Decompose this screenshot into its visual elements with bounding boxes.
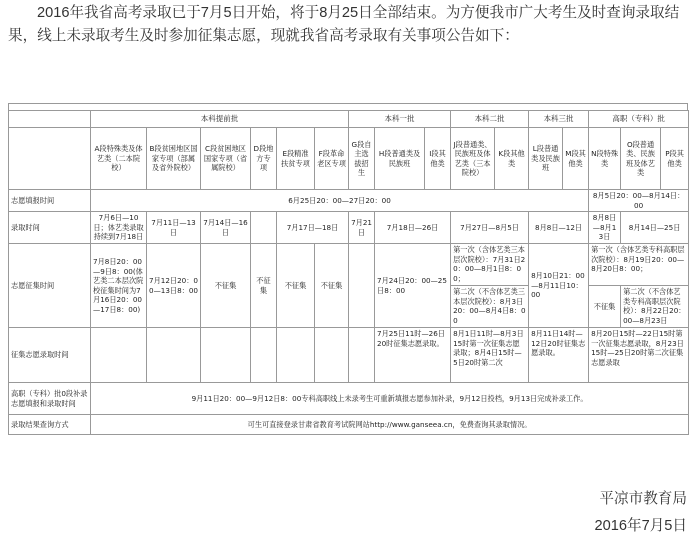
section-c: C段贫困地区国家专项（省属院校） — [201, 128, 251, 190]
supplement-text: 9月11日20：00—9月12日8：00专科高职线上未录考生可重新填报志愿参加补录，9月12日投档，9月13日完成补录工作。 — [91, 383, 689, 415]
ca-d — [251, 328, 277, 383]
collect-f: 不征集 — [315, 244, 349, 328]
ca-f — [315, 328, 349, 383]
admit-lm: 8月8日—12日 — [529, 212, 589, 244]
row-label-admit: 录取时间 — [9, 212, 91, 244]
group-tiqian: 本科提前批 — [91, 111, 349, 128]
group-gaozhi: 高职（专科）批 — [589, 111, 689, 128]
group-erben: 本科二批 — [451, 111, 529, 128]
footer-org: 平凉市教育局 — [599, 491, 687, 507]
section-b: B段贫困地区国家专项（部属及省外院校） — [147, 128, 201, 190]
admit-hi: 7月18日—26日 — [375, 212, 451, 244]
empty-label-cell — [9, 128, 91, 190]
admit-g: 7月21日 — [349, 212, 375, 244]
section-e: E段精准扶贫专项 — [277, 128, 315, 190]
row-label-supplement: 高职（专科）批0段补录志愿填报和录取时间 — [9, 383, 91, 415]
group-yiben: 本科一批 — [349, 111, 451, 128]
ca-e — [277, 328, 315, 383]
admit-b: 7月11日—13日 — [147, 212, 201, 244]
admit-n: 8月8日—8月13日 — [589, 212, 621, 244]
section-i: I段其他类 — [425, 128, 451, 190]
section-d: D段地方专项 — [251, 128, 277, 190]
admit-d — [251, 212, 277, 244]
section-g: G段自主选拔招生 — [349, 128, 375, 190]
section-o: O段普通类、民族班及体艺类 — [621, 128, 661, 190]
collect-n: 不征集 — [589, 286, 621, 328]
row-label-fill: 志愿填报时间 — [9, 190, 91, 212]
collect-a: 7月8日20：00—9日8：00(体艺类二本层次院校征集时间为7月16日20：00—17日8：00) — [91, 244, 147, 328]
footer-date: 2016年7月5日 — [594, 518, 687, 534]
section-header-row — [9, 128, 689, 190]
admit-a: 7月6日—10日；体艺类录取持续到7月18日 — [91, 212, 147, 244]
corner-cell — [9, 111, 91, 128]
admit-ef: 7月17日—18日 — [277, 212, 349, 244]
admission-schedule-table — [8, 103, 688, 435]
query-row — [9, 415, 689, 435]
collect-b: 7月12日20：00—13日8：00 — [147, 244, 201, 328]
ca-lm: 8月11日14时—12日20时征集志愿录取。 — [529, 328, 589, 383]
ca-gaozhi: 8月20日15时—22日15时第一次征集志愿录取，8月23日15时—25日20时第二次征集志愿录取 — [589, 328, 689, 383]
section-n: N段特殊类 — [589, 128, 621, 190]
collect-jk-first: 第一次（含体艺类三本层次院校）：7月31日20：00—8月1日8：00； — [451, 244, 529, 286]
ca-g — [349, 328, 375, 383]
row-label-collect: 志愿征集时间 — [9, 244, 91, 328]
ca-a — [91, 328, 147, 383]
query-text: 可生可直接登录甘肃省教育考试院网站http://www.ganseea.cn，免费查询其录取情况。 — [91, 415, 689, 435]
ca-jk: 8月1日11时—8月3日15时第一次征集志愿录取；8月4日15时—5日20时第二次 — [451, 328, 529, 383]
group-header-row — [9, 111, 689, 128]
admit-op: 8月14日—25日 — [621, 212, 689, 244]
collect-g — [349, 244, 375, 328]
section-l: L段普通类及民族班 — [529, 128, 563, 190]
section-a: A段特殊类及体艺类（二本院校） — [91, 128, 147, 190]
fill-time-gaozhi: 8月5日20：00—8月14日：00 — [589, 190, 689, 212]
section-p: P段其他类 — [661, 128, 689, 190]
collect-lm: 8月10日21：00—8月11日10：00 — [529, 244, 589, 328]
admit-time-row — [9, 212, 689, 244]
admit-c: 7月14日—16日 — [201, 212, 251, 244]
section-m: M段其他类 — [563, 128, 589, 190]
row-label-collect-admit: 征集志愿录取时间 — [9, 328, 91, 383]
section-h: H段普通类及民族班 — [375, 128, 425, 190]
ca-hi: 7月25日11时—26日20时征集志愿录取。 — [375, 328, 451, 383]
section-k: K段其他类 — [495, 128, 529, 190]
admit-jk: 7月27日—8月5日 — [451, 212, 529, 244]
collect-admit-row — [9, 328, 689, 383]
collect-hi: 7月24日20：00—25日8：00 — [375, 244, 451, 328]
section-j: J段普通类、民族班及体艺类（三本院校） — [451, 128, 495, 190]
collect-op-second: 第二次（不含体艺类专科高职层次院校）：8月22日20：00—8月23日 — [621, 286, 689, 328]
group-sanben: 本科三批 — [529, 111, 589, 128]
collect-time-row-1 — [9, 244, 689, 286]
ca-b — [147, 328, 201, 383]
fill-time-row — [9, 190, 689, 212]
collect-jk-second: 第二次（不含体艺类三本层次院校）：8月3日20：00—8月4日8：00 — [451, 286, 529, 328]
section-f: F段革命老区专项 — [315, 128, 349, 190]
collect-c: 不征集 — [201, 244, 251, 328]
collect-gaozhi-first: 第一次（含体艺类专科高职层次院校）：8月19日20：00—8月20日8：00； — [589, 244, 689, 286]
collect-d: 不征集 — [251, 244, 277, 328]
ca-c — [201, 328, 251, 383]
table-top-border — [8, 103, 688, 110]
supplement-row — [9, 383, 689, 415]
row-label-query: 录取结果查询方式 — [9, 415, 91, 435]
announcement-intro: 2016年我省高考录取已于7月5日开始，将于8月25日全部结束。为方便我市广大考生及时查询录取结果，线上未录取考生及时参加征集志愿，现就我省高考录取有关事项公告如下： — [8, 5, 680, 44]
collect-e: 不征集 — [277, 244, 315, 328]
fill-time-main: 6月25日20：00—27日20：00 — [91, 190, 589, 212]
